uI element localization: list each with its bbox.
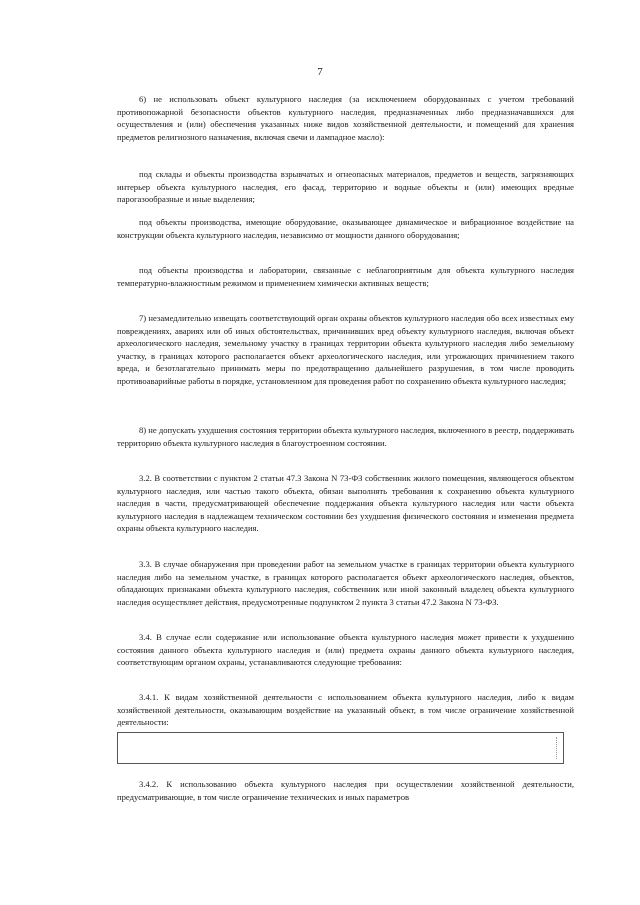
paragraph-3-4: 3.4. В случае если содержание или использование объекта культурного наследия может привести к ухудшению состояния данного объекта культурного наследия и (или) предмета охраны данного объекта культурного наследия, соответствующим органом охраны, устанавливаются следующие требования: (117, 632, 574, 668)
paragraph-3-3: 3.3. В случае обнаружения при проведении работ на земельном участке в границах территории объекта культурного наследия либо на земельном участке, в границах которого располагается объект археологического наследия, объектов, обладающих признаками объекта культурного наследия, собственник или иной законный владелец объекта культурного наследия осуществляет действия, предусмотренные подпунктом 2 пункта 3 статьи 47.2 Закона N 73-ФЗ. (117, 559, 574, 607)
paragraph-3-2: 3.2. В соответствии с пунктом 2 статьи 47.3 Закона N 73-ФЗ собственник жилого помещения, являющегося объектом культурного наследия, или частью такого объекта, обязан выполнять требования к сохранению объекта культурного наследия в части, предусматривающей обеспечение поддержания объекта культурного наследия или части объекта культурного наследия в надлежащем техническом состоянии без ухудшения физического состояния и изменения предмета охраны объекта культурного наследия. (117, 473, 574, 534)
paragraph-item-7: 7) незамедлительно извещать соответствующий орган охраны объектов культурного наследия обо всех известных ему повреждениях, авариях или об иных обстоятельствах, причинивших вред объекту культурного наследия, включая объект археологического наследия, земельному участку в границах территории объекта культурного наследия либо земельному участку, в границах которого располагается объект археологического наследия, или угрожающих причинением такого вреда, и безотлагательно принимать меры по предотвращению дальнейшего разрушения, в том числе проводить противоаварийные работы в порядке, установленном для проведения работ по сохранению объекта культурного наследия; (117, 313, 574, 386)
paragraph-item-8: 8) не допускать ухудшения состояния территории объекта культурного наследия, включенного в реестр, поддерживать территорию объекта культурного наследия в благоустроенном состоянии. (117, 425, 574, 448)
paragraph-3-4-2: 3.4.2. К использованию объекта культурного наследия при осуществлении хозяйственной деятельности, предусматривающие, в том числе ограничение технических и иных параметров (117, 779, 574, 802)
page-number: 7 (317, 66, 323, 78)
field-divider (556, 737, 557, 759)
restriction-field[interactable] (117, 732, 564, 764)
paragraph-warehouses: под склады и объекты производства взрывчатых и огнеопасных материалов, предметов и веществ, загрязняющих интерьер объекта культурного наследия, его фасад, территорию и водные объекты и (или) имеющих вредные парогазообразные и иные выделения; (117, 169, 574, 205)
paragraph-3-4-1: 3.4.1. К видам хозяйственной деятельности с использованием объекта культурного наследия, либо к видам хозяйственной деятельности, оказывающим воздействие на указанный объект, в том числе ограничение хозяйственной деятельности: (117, 692, 574, 728)
paragraph-production: под объекты производства, имеющие оборудование, оказывающее динамическое и вибрационное воздействие на конструкции объекта культурного наследия, независимо от мощности данного оборудования; (117, 217, 574, 240)
paragraph-laboratories: под объекты производства и лаборатории, связанные с неблагоприятным для объекта культурного наследия температурно-влажностным режимом и применением химически активных веществ; (117, 265, 574, 288)
paragraph-item-6: 6) не использовать объект культурного наследия (за исключением оборудованных с учетом требований противопожарной безопасности объектов культурного наследия, предназначенных либо предназначавшихся для осуществления и (или) обеспечения указанных ниже видов хозяйственной деятельности, и помещений для хранения предметов религиозного назначения, включая свечи и лампадное масло): (117, 94, 574, 142)
